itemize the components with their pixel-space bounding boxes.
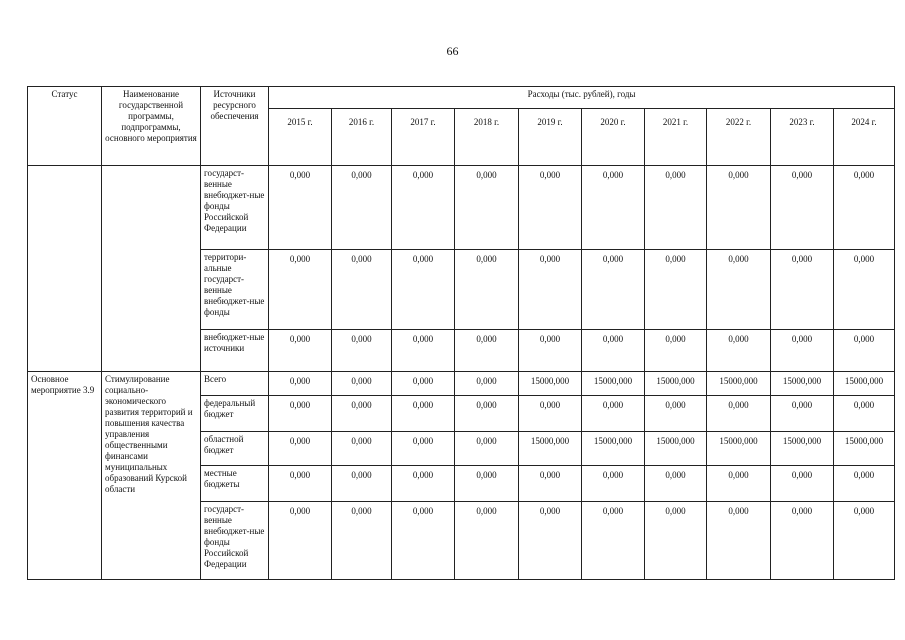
header-year: 2024 г. [834,109,895,166]
value-cell: 0,000 [455,502,519,580]
budget-table [27,86,895,580]
value-cell: 0,000 [645,466,707,502]
value-cell: 0,000 [707,466,771,502]
value-cell: 0,000 [455,432,519,466]
value-cell: 0,000 [519,166,582,250]
source-cell: местные бюджеты [201,466,269,502]
value-cell: 0,000 [645,502,707,580]
value-cell: 0,000 [332,396,392,432]
value-cell: 0,000 [834,330,895,372]
header-sources: Источники ресурсного обеспечения [201,87,269,166]
value-cell: 0,000 [582,330,645,372]
header-year: 2016 г. [332,109,392,166]
source-cell: государст-венные внебюджет-ные фонды Российской Федерации [201,502,269,580]
value-cell: 0,000 [392,396,455,432]
value-cell: 0,000 [834,250,895,330]
source-cell: областной бюджет [201,432,269,466]
table-body [28,166,895,580]
value-cell: 0,000 [455,330,519,372]
value-cell: 15000,000 [519,432,582,466]
value-cell: 0,000 [332,502,392,580]
value-cell: 0,000 [834,466,895,502]
value-cell: 15000,000 [707,372,771,396]
source-cell: Всего [201,372,269,396]
value-cell: 0,000 [582,466,645,502]
header-year: 2015 г. [269,109,332,166]
value-cell: 0,000 [332,250,392,330]
table-row [28,372,895,396]
value-cell: 0,000 [645,250,707,330]
header-year: 2023 г. [771,109,834,166]
value-cell: 15000,000 [645,432,707,466]
value-cell: 0,000 [707,396,771,432]
value-cell: 0,000 [455,396,519,432]
value-cell: 0,000 [519,330,582,372]
value-cell: 0,000 [392,372,455,396]
value-cell: 0,000 [834,166,895,250]
value-cell: 15000,000 [771,372,834,396]
value-cell: 0,000 [834,396,895,432]
value-cell: 0,000 [582,166,645,250]
source-cell: внебюджет-ные источники [201,330,269,372]
value-cell: 15000,000 [645,372,707,396]
value-cell: 0,000 [582,396,645,432]
value-cell: 0,000 [519,466,582,502]
value-cell: 0,000 [332,330,392,372]
header-year: 2021 г. [645,109,707,166]
value-cell: 0,000 [771,250,834,330]
header-year: 2018 г. [455,109,519,166]
value-cell: 0,000 [392,330,455,372]
value-cell: 0,000 [455,372,519,396]
value-cell: 0,000 [269,466,332,502]
value-cell: 0,000 [582,250,645,330]
value-cell: 0,000 [771,330,834,372]
value-cell: 0,000 [269,396,332,432]
source-cell: государст-венные внебюджет-ные фонды Российской Федерации [201,166,269,250]
value-cell: 0,000 [582,502,645,580]
value-cell: 0,000 [269,502,332,580]
name-cell: Стимулирование социально-экономического развития территорий и повышения качества управления общественными финансами муниципальных образований Курской области [102,372,201,580]
value-cell: 0,000 [269,330,332,372]
value-cell: 15000,000 [582,432,645,466]
header-year: 2022 г. [707,109,771,166]
value-cell: 0,000 [519,502,582,580]
header-name: Наименование государственной программы, подпрограммы, основного мероприятия [102,87,201,166]
value-cell: 0,000 [455,466,519,502]
source-cell: территори-альные государст-венные внебюджет-ные фонды [201,250,269,330]
value-cell: 0,000 [269,372,332,396]
header-expenses: Расходы (тыс. рублей), годы [269,87,895,109]
value-cell: 15000,000 [771,432,834,466]
value-cell: 0,000 [269,166,332,250]
header-year: 2019 г. [519,109,582,166]
value-cell: 0,000 [332,466,392,502]
value-cell: 0,000 [771,396,834,432]
header-status: Статус [28,87,102,166]
status-cell: Основное мероприятие 3.9 [28,372,102,580]
value-cell: 0,000 [455,250,519,330]
value-cell: 0,000 [392,250,455,330]
source-cell: федеральный бюджет [201,396,269,432]
value-cell: 15000,000 [834,372,895,396]
value-cell: 0,000 [771,166,834,250]
status-cell [28,166,102,372]
value-cell: 0,000 [519,250,582,330]
value-cell: 15000,000 [582,372,645,396]
value-cell: 0,000 [392,432,455,466]
value-cell: 0,000 [707,502,771,580]
value-cell: 0,000 [707,166,771,250]
value-cell: 0,000 [392,166,455,250]
value-cell: 0,000 [707,330,771,372]
value-cell: 0,000 [645,396,707,432]
value-cell: 0,000 [519,396,582,432]
value-cell: 0,000 [392,502,455,580]
page-number: 66 [446,44,459,58]
value-cell: 0,000 [269,250,332,330]
value-cell: 0,000 [392,466,455,502]
value-cell: 0,000 [332,166,392,250]
value-cell: 0,000 [771,466,834,502]
header-year: 2020 г. [582,109,645,166]
table-row [28,166,895,250]
value-cell: 0,000 [645,166,707,250]
value-cell: 0,000 [269,432,332,466]
name-cell [102,166,201,372]
value-cell: 0,000 [332,432,392,466]
value-cell: 0,000 [455,166,519,250]
value-cell: 0,000 [332,372,392,396]
value-cell: 15000,000 [707,432,771,466]
value-cell: 0,000 [645,330,707,372]
value-cell: 15000,000 [519,372,582,396]
header-year: 2017 г. [392,109,455,166]
value-cell: 0,000 [707,250,771,330]
value-cell: 0,000 [771,502,834,580]
value-cell: 0,000 [834,502,895,580]
value-cell: 15000,000 [834,432,895,466]
